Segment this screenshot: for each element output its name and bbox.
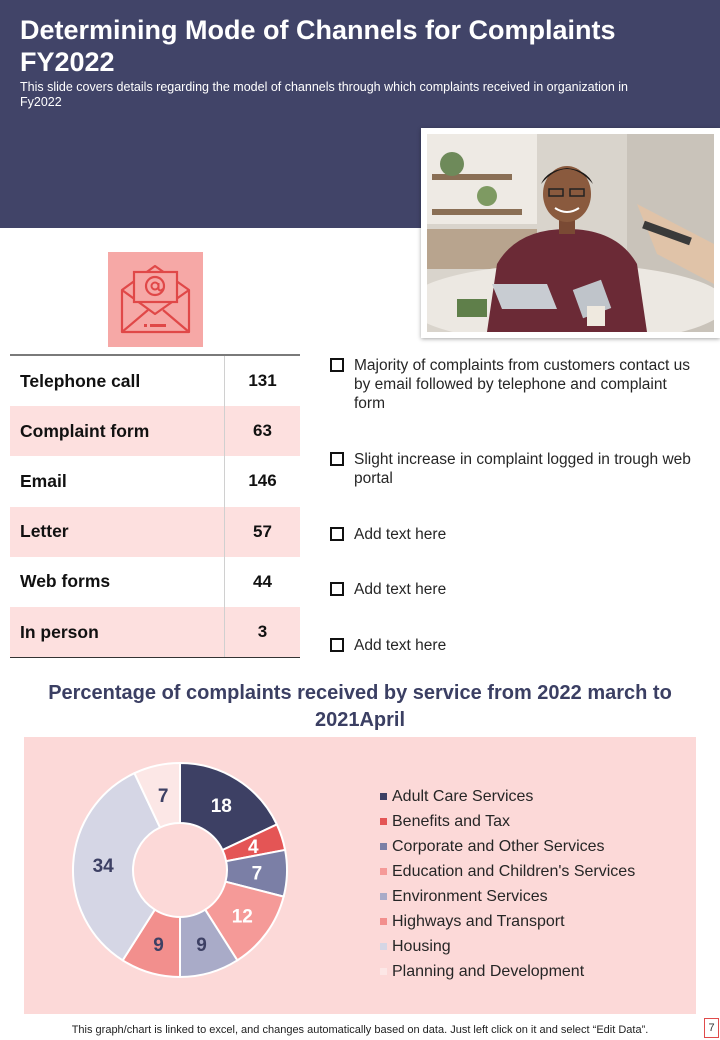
page-subtitle: This slide covers details regarding the model of channels through which complaints received in organization in Fy2022 [20,80,628,109]
legend-item [380,884,635,909]
legend-label: Housing [392,937,451,955]
channel-count: 146 [224,456,300,506]
legend-label: Benefits and Tax [392,812,511,830]
channel-count: 3 [224,607,300,657]
legend-item [380,859,635,884]
footer-note: This graph/chart is linked to excel, and changes automatically based on data. Just left click on it and select “Edit Data”. [71,1024,649,1036]
bullet-item [330,636,700,655]
donut-slice-label: 7 [251,863,263,885]
legend-swatch [380,918,387,925]
channel-name: Letter [20,521,69,542]
legend-item [380,934,635,959]
channel-count: 57 [224,507,300,557]
table-row [10,456,300,506]
bullet-text: Slight increase in complaint logged in trough web portal [354,451,691,487]
checkbox-square-icon [330,582,344,596]
bullet-text: Majority of complaints from customers contact us by email followed by telephone and complaint form [354,357,690,412]
table-row [10,507,300,557]
donut-slice-label: 9 [196,934,207,956]
channel-name: Email [20,470,67,491]
legend-swatch [380,843,387,850]
donut-slice-label: 34 [92,856,114,878]
email-tile [108,252,203,347]
legend-swatch [380,943,387,950]
bullet-item [330,356,700,413]
donut-slice-label: 7 [157,785,169,807]
chart-title: Percentage of complaints received by service from 2022 march to 2021April [48,682,672,731]
legend-item [380,834,635,859]
legend-label: Education and Children's Services [392,862,636,880]
bullet-item [330,525,700,544]
legend-label: Planning and Development [392,962,585,980]
legend-swatch [380,868,387,875]
checkbox-square-icon [330,452,344,466]
checkbox-square-icon [330,638,344,652]
legend-swatch [380,893,387,900]
legend-swatch [380,818,387,825]
donut-slice-label: 9 [153,934,164,956]
table-row [10,406,300,456]
legend-item [380,909,635,934]
bullet-item [330,450,700,488]
bullet-text: Add text here [354,637,447,654]
channel-name: Web forms [20,571,111,592]
legend-item [380,809,635,834]
channel-name: Complaint form [20,420,150,441]
channel-table [10,354,300,658]
bullet-text: Add text here [354,581,447,598]
legend-label: Adult Care Services [392,787,534,805]
legend-item [380,784,635,809]
channel-name: In person [20,621,99,642]
channel-count: 63 [224,406,300,456]
legend-swatch [380,793,387,800]
bullet-item [330,580,700,599]
legend-label: Highways and Transport [392,912,565,930]
page-number: 7 [704,1018,719,1038]
channel-count: 44 [224,557,300,607]
office-photo-illustration [427,134,714,332]
checkbox-square-icon [330,527,344,541]
legend-swatch [380,968,387,975]
donut-slice-label: 18 [210,795,232,817]
channel-name: Telephone call [20,370,141,391]
email-envelope-icon [108,252,203,347]
chart-legend [380,784,635,984]
table-row [10,607,300,657]
table-row [10,356,300,406]
bullet-text: Add text here [354,526,447,543]
page-title: Determining Mode of Channels for Complaints FY2022 [20,15,616,77]
channel-count: 131 [224,356,300,406]
legend-item [380,959,635,984]
legend-label: Environment Services [392,887,548,905]
donut-slice-label: 12 [231,906,253,928]
office-photo [421,128,720,338]
table-row [10,557,300,607]
donut-slice-label: 4 [247,837,259,859]
legend-label: Corporate and Other Services [392,837,605,855]
checkbox-square-icon [330,358,344,372]
